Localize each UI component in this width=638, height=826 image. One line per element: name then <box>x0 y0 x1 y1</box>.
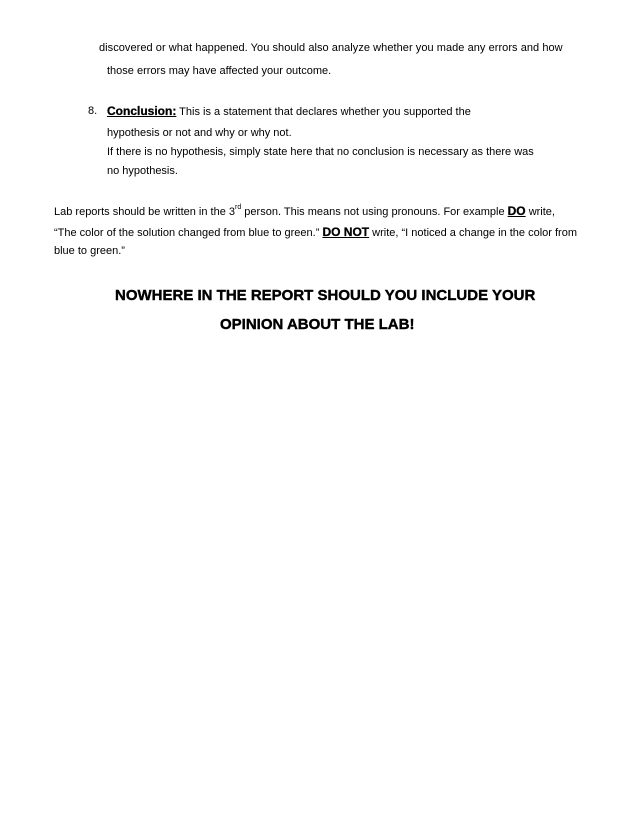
paragraph-text: “The color of the solution changed from blue to green.” <box>54 227 323 239</box>
conclusion-text: This is a statement that declares whether you supported the <box>176 106 471 118</box>
list-item-number: 8. <box>88 105 98 117</box>
conclusion-text: If there is no hypothesis, simply state here that no conclusion is necessary as there was <box>107 146 534 158</box>
conclusion-text: no hypothesis. <box>107 165 178 177</box>
paragraph-text: discovered or what happened. You should also analyze whether you made any errors and how <box>99 42 563 54</box>
ordinal-suffix: rd <box>235 204 242 211</box>
paragraph-text: write, “I noticed a change in the color from <box>369 227 577 239</box>
conclusion-text: hypothesis or not and why or why not. <box>107 127 292 139</box>
conclusion-label: Conclusion: <box>107 104 177 118</box>
warning-heading-line2: OPINION ABOUT THE LAB! <box>220 316 415 333</box>
paragraph-text: those errors may have affected your outcome. <box>107 65 332 77</box>
do-label: DO <box>507 204 526 218</box>
paragraph-text: person. This means not using pronouns. For example <box>241 206 508 218</box>
do-not-label: DO NOT <box>322 225 370 239</box>
paragraph-text: Lab reports should be written in the 3 <box>54 206 236 218</box>
person-paragraph-line: blue to green.” <box>54 245 125 257</box>
person-paragraph-line <box>54 204 555 219</box>
conclusion-item <box>107 104 471 119</box>
paragraph-text: write, <box>525 206 555 218</box>
warning-heading-line1: NOWHERE IN THE REPORT SHOULD YOU INCLUDE YOUR <box>115 287 536 304</box>
person-paragraph-line <box>54 225 577 240</box>
